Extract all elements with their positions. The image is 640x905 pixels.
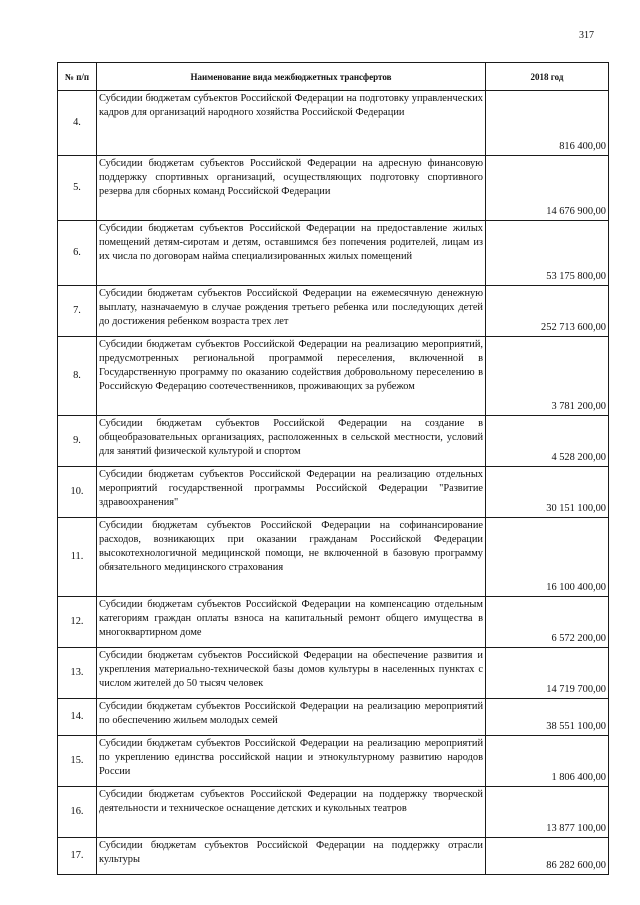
table-body <box>58 91 609 875</box>
row-amount: 30 151 100,00 <box>486 467 609 518</box>
row-number: 10. <box>58 467 97 518</box>
row-name: Субсидии бюджетам субъектов Российской Федерации на поддержку творческой деятельности и техническое оснащение детских и кукольных театров <box>97 787 486 838</box>
table-row <box>58 221 609 286</box>
table-row <box>58 838 609 875</box>
row-number: 7. <box>58 286 97 337</box>
row-number: 13. <box>58 648 97 699</box>
table-row <box>58 467 609 518</box>
row-amount: 4 528 200,00 <box>486 416 609 467</box>
row-amount: 816 400,00 <box>486 91 609 156</box>
table-row <box>58 518 609 597</box>
row-number: 15. <box>58 736 97 787</box>
row-number: 17. <box>58 838 97 875</box>
row-amount: 86 282 600,00 <box>486 838 609 875</box>
table-header-row <box>58 63 609 91</box>
row-name: Субсидии бюджетам субъектов Российской Федерации на ежемесячную денежную выплату, назначаемую в случае рождения третьего ребенка или последующих детей до достижения ребенком возраста трех лет <box>97 286 486 337</box>
header-year: 2018 год <box>486 63 609 91</box>
row-name: Субсидии бюджетам субъектов Российской Федерации на адресную финансовую поддержку спортивных организаций, осуществляющих подготовку спортивного резерва для сборных команд Российской Федерации <box>97 156 486 221</box>
row-amount: 53 175 800,00 <box>486 221 609 286</box>
table-row <box>58 416 609 467</box>
row-amount: 13 877 100,00 <box>486 787 609 838</box>
row-number: 12. <box>58 597 97 648</box>
row-number: 14. <box>58 699 97 736</box>
table-row <box>58 91 609 156</box>
row-number: 16. <box>58 787 97 838</box>
row-number: 11. <box>58 518 97 597</box>
row-number: 9. <box>58 416 97 467</box>
row-amount: 3 781 200,00 <box>486 337 609 416</box>
row-name: Субсидии бюджетам субъектов Российской Федерации на подготовку управленческих кадров для организаций народного хозяйства Российской Федерации <box>97 91 486 156</box>
row-name: Субсидии бюджетам субъектов Российской Федерации на поддержку отрасли культуры <box>97 838 486 875</box>
row-amount: 6 572 200,00 <box>486 597 609 648</box>
table-row <box>58 156 609 221</box>
transfers-table <box>57 62 609 875</box>
row-name: Субсидии бюджетам субъектов Российской Федерации на компенсацию отдельным категориям граждан оплаты взноса на капитальный ремонт общего имущества в многоквартирном доме <box>97 597 486 648</box>
table-row <box>58 337 609 416</box>
row-name: Субсидии бюджетам субъектов Российской Федерации на реализацию мероприятий по обеспечению жильем молодых семей <box>97 699 486 736</box>
row-number: 8. <box>58 337 97 416</box>
row-amount: 1 806 400,00 <box>486 736 609 787</box>
row-name: Субсидии бюджетам субъектов Российской Федерации на создание в общеобразовательных организациях, расположенных в сельской местности, условий для занятий физической культурой и спортом <box>97 416 486 467</box>
header-num: № п/п <box>58 63 97 91</box>
header-name: Наименование вида межбюджетных трансфертов <box>97 63 486 91</box>
row-amount: 14 719 700,00 <box>486 648 609 699</box>
row-amount: 14 676 900,00 <box>486 156 609 221</box>
table-row <box>58 286 609 337</box>
table-row <box>58 787 609 838</box>
table-row <box>58 597 609 648</box>
row-name: Субсидии бюджетам субъектов Российской Федерации на реализацию отдельных мероприятий государственной программы Российской Федерации "Развитие здравоохранения" <box>97 467 486 518</box>
page-number: 317 <box>579 30 594 41</box>
row-number: 6. <box>58 221 97 286</box>
table-row <box>58 648 609 699</box>
table-row <box>58 736 609 787</box>
row-name: Субсидии бюджетам субъектов Российской Федерации на предоставление жилых помещений детям-сиротам и детям, оставшимся без попечения родителей, лицам из их числа по договорам найма специализированных жилых помещений <box>97 221 486 286</box>
row-amount: 38 551 100,00 <box>486 699 609 736</box>
row-name: Субсидии бюджетам субъектов Российской Федерации на реализацию мероприятий, предусмотренных региональной программой переселения, включенной в Государственную программу по оказанию содействия добровольному переселению в Российскую Федерацию соотечественников, проживающих за рубежом <box>97 337 486 416</box>
row-name: Субсидии бюджетам субъектов Российской Федерации на реализацию мероприятий по укреплению единства российской нации и этнокультурному развитию народов России <box>97 736 486 787</box>
table-row <box>58 699 609 736</box>
row-number: 4. <box>58 91 97 156</box>
row-number: 5. <box>58 156 97 221</box>
row-amount: 16 100 400,00 <box>486 518 609 597</box>
row-name: Субсидии бюджетам субъектов Российской Федерации на софинансирование расходов, возникающих при оказании гражданам Российской Федерации высокотехнологичной медицинской помощи, не включенной в базовую программу обязательного медицинского страхования <box>97 518 486 597</box>
row-amount: 252 713 600,00 <box>486 286 609 337</box>
row-name: Субсидии бюджетам субъектов Российской Федерации на обеспечение развития и укрепления материально-технической базы домов культуры в населенных пунктах с числом жителей до 50 тысяч человек <box>97 648 486 699</box>
